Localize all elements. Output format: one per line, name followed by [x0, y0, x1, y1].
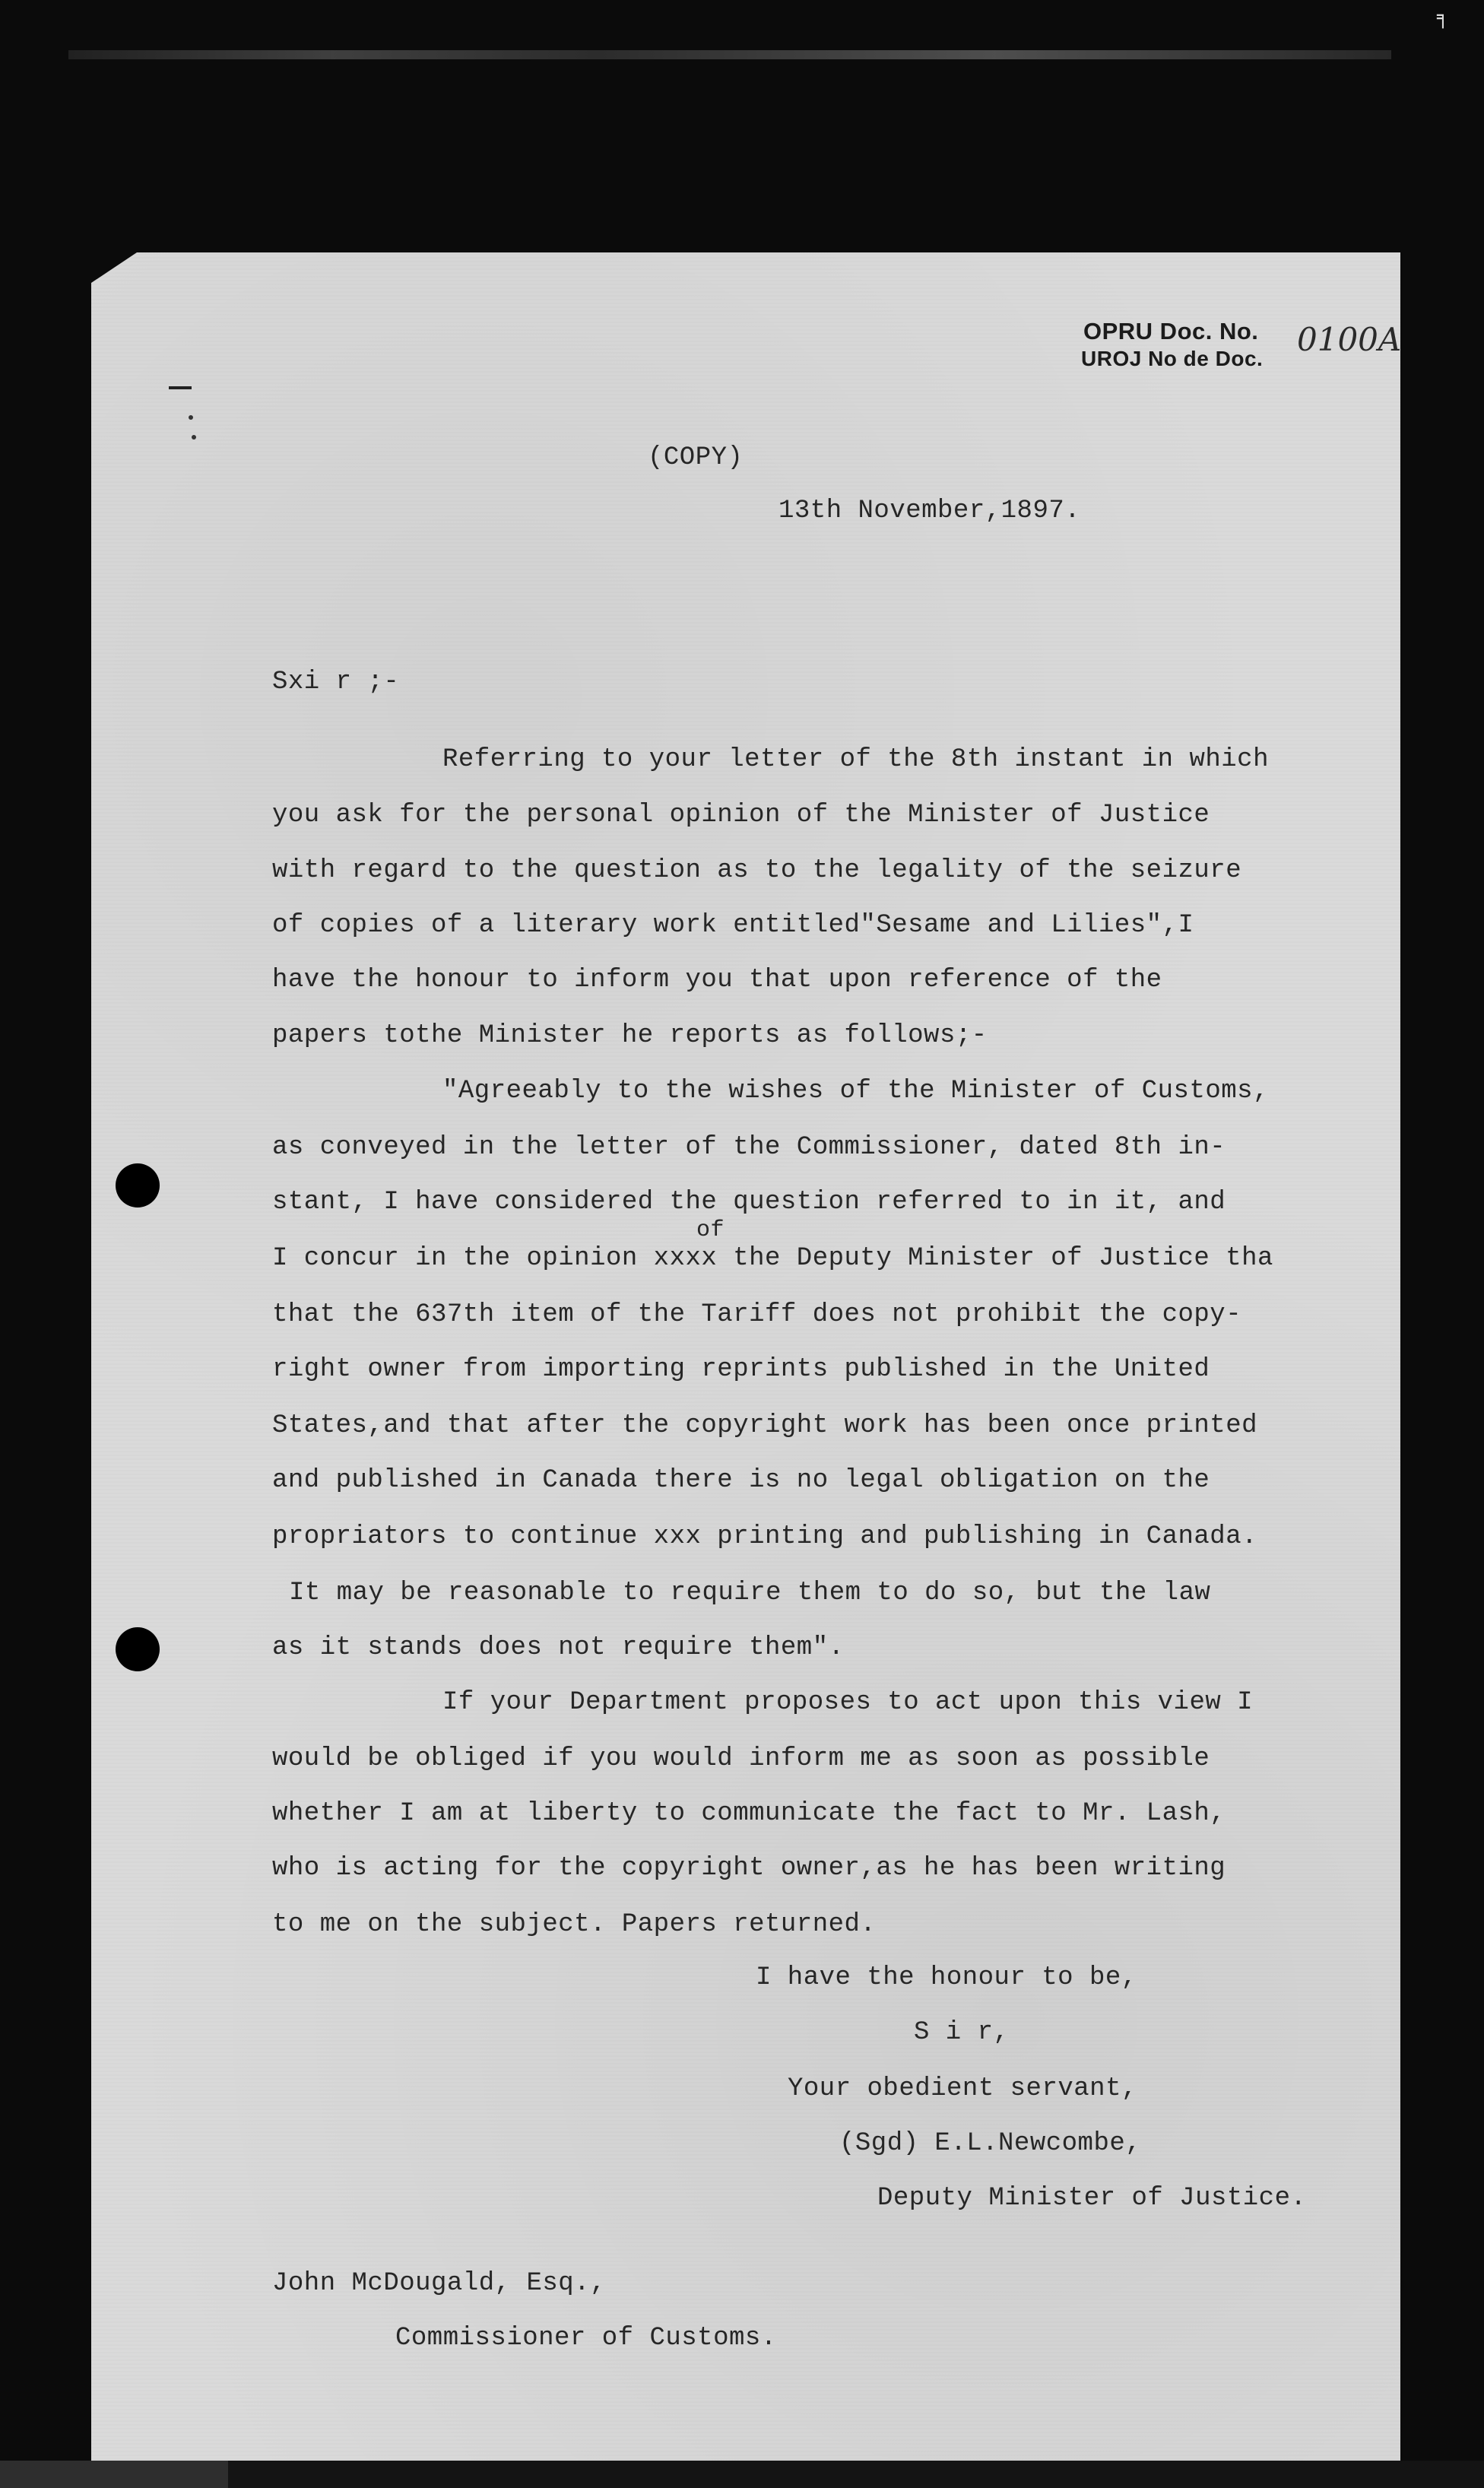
quote-line: "Agreeably to the wishes of the Minister of Customs, [442, 1077, 1269, 1106]
closing-line: I have the honour to be, [756, 1963, 1137, 1992]
quote-line: propriators to continue xxx printing and publishing in Canada. [272, 1522, 1258, 1551]
body-line: to me on the subject. Papers returned. [272, 1910, 877, 1939]
body-line: would be obliged if you would inform me as soon as possible [272, 1744, 1210, 1773]
body-line: you ask for the personal opinion of the Minister of Justice [272, 801, 1210, 830]
addressee-name: John McDougald, Esq., [272, 2269, 606, 2298]
closing-line: S i r, [914, 2018, 1010, 2047]
quote-line: as conveyed in the letter of the Commissioner, dated 8th in- [272, 1133, 1226, 1162]
doc-number-stamp-label-fr: UROJ No de Doc. [1081, 347, 1264, 370]
quote-line: right owner from importing reprints published in the United [272, 1355, 1210, 1384]
body-line: who is acting for the copyright owner,as he has been writing [272, 1854, 1226, 1883]
quote-line: stant, I have considered the question referred to in it, and [272, 1188, 1226, 1217]
quote-line: States,and that after the copyright work has been once printed [272, 1411, 1258, 1440]
body-line: with regard to the question as to the legality of the seizure [272, 856, 1242, 885]
quote-line: It may be reasonable to require them to do so, but the law [289, 1579, 1211, 1607]
body-line: Referring to your letter of the 8th instant in which [442, 745, 1269, 774]
copy-label: (COPY) [648, 443, 744, 472]
punch-hole [116, 1627, 160, 1671]
quote-line: as it stands does not require them". [272, 1633, 845, 1662]
body-line: If your Department proposes to act upon this view I [442, 1688, 1254, 1717]
closing-line: Your obedient servant, [788, 2074, 1137, 2103]
margin-mark [189, 415, 193, 420]
interlinear-insertion: of [696, 1217, 725, 1243]
letter-date: 13th November,1897. [778, 497, 1081, 525]
body-line: have the honour to inform you that upon reference of the [272, 966, 1162, 995]
doc-number-handwritten: 0100A [1297, 321, 1402, 358]
margin-mark [192, 435, 196, 440]
body-line: whether I am at liberty to communicate the fact to Mr. Lash, [272, 1799, 1226, 1828]
signature-title: Deputy Minister of Justice. [877, 2184, 1307, 2213]
salutation: Sxi r ;- [272, 668, 400, 697]
quote-line: that the 637th item of the Tariff does not prohibit the copy- [272, 1300, 1242, 1329]
film-edge-strip [0, 2461, 1484, 2488]
quote-line: and published in Canada there is no legal obligation on the [272, 1466, 1210, 1495]
film-edge-strip [68, 50, 1391, 59]
margin-mark [169, 386, 192, 389]
body-line: of copies of a literary work entitled"Sesame and Lilies",I [272, 911, 1194, 940]
film-edge-tab [0, 2461, 228, 2488]
film-corner-mark: ╕ [1437, 6, 1449, 29]
quote-line: I concur in the opinion xxxx the Deputy Minister of Justice tha [272, 1244, 1273, 1273]
doc-number-stamp-label: OPRU Doc. No. [1083, 318, 1259, 344]
body-line: papers tothe Minister he reports as follows;- [272, 1021, 988, 1050]
addressee-title: Commissioner of Customs. [395, 2324, 777, 2353]
punch-hole [116, 1163, 160, 1208]
signature-line: (Sgd) E.L.Newcombe, [839, 2129, 1142, 2158]
